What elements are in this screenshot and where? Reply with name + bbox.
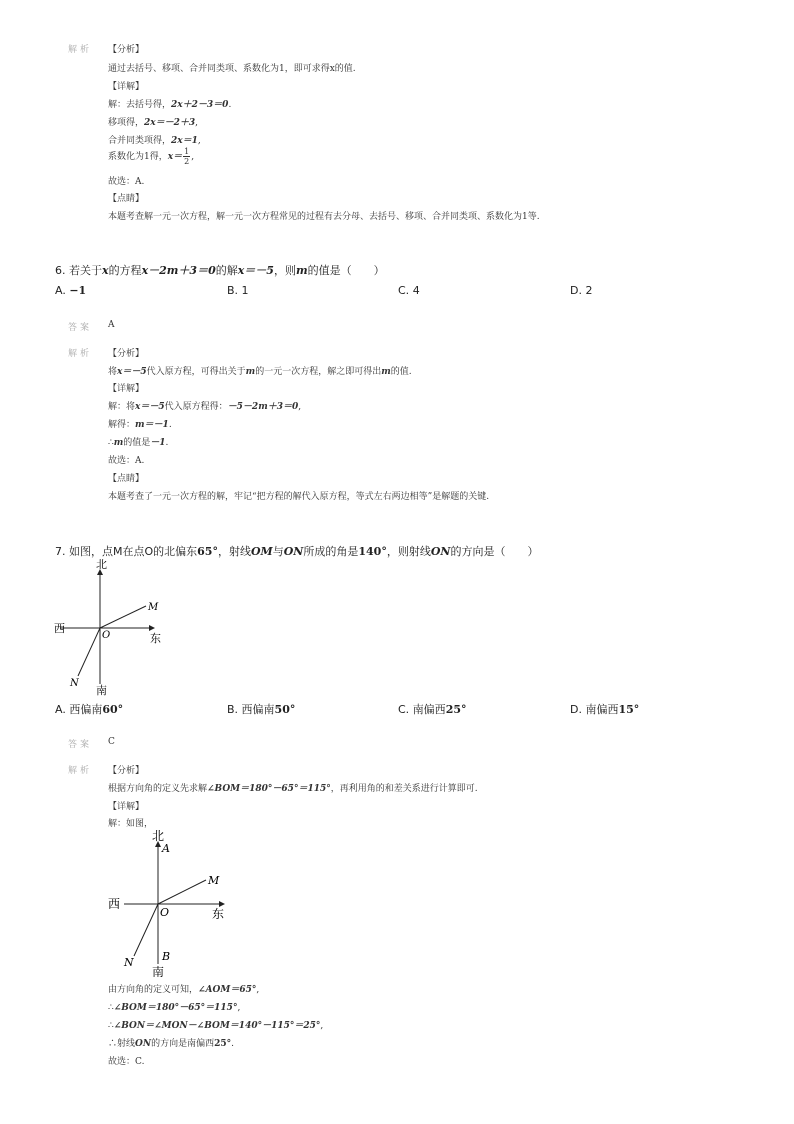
ray-on <box>78 628 100 676</box>
solution-step: 系数化为1得，x＝ $\frac{1}{2}$ , <box>108 147 195 166</box>
label-south: 南 <box>96 684 107 697</box>
label-north: 北 <box>96 558 107 571</box>
answer-label: 答案 <box>68 740 93 750</box>
label-east: 东 <box>150 632 161 645</box>
analysis-header: 【分析】 <box>108 766 145 776</box>
solution-step: 合并同类项得，2x＝1, <box>108 136 201 146</box>
question-7-stem: 7. 如图，点M在点O的北偏东65°，射线OM与ON所成的角是140°，则射线ON的方向是（ ） <box>55 545 539 558</box>
analysis-header: 【分析】 <box>108 45 145 55</box>
analysis-text: 根据方向角的定义先求解∠BOM＝180°－65°＝115°，再利用角的和差关系进行计算即可. <box>108 784 478 794</box>
choose-text: 故选：A. <box>108 456 145 466</box>
solution-step: ∴∠BON＝∠MON－∠BOM＝140°－115°＝25°, <box>108 1021 324 1031</box>
option-a[interactable]: A. 西偏南60° <box>55 703 124 716</box>
analysis-text: 通过去括号、移项、合并同类项、系数化为1，即可求得x的值. <box>108 64 356 74</box>
answer-value: C <box>108 737 115 747</box>
direction-figure <box>50 556 180 698</box>
ray-on <box>134 904 158 956</box>
analysis-label: 解析 <box>68 45 93 55</box>
fraction: $\frac{1}{2}$ <box>184 147 190 166</box>
option-b[interactable]: B. 西偏南50° <box>227 703 296 716</box>
label-a: A <box>162 842 170 855</box>
label-west: 西 <box>54 622 65 635</box>
label-o: O <box>160 906 170 919</box>
remark-header: 【点睛】 <box>108 194 145 204</box>
label-east: 东 <box>212 907 225 921</box>
option-a[interactable]: A. −1 <box>55 284 87 297</box>
analysis-text: 将x＝－5代入原方程，可得出关于m的一元一次方程，解之即可得出m的值. <box>108 367 412 377</box>
option-d[interactable]: D. 2 <box>570 284 593 297</box>
solution-step: 解：去括号得，2x＋2－3＝0. <box>108 100 232 110</box>
remark-text: 本题考查解一元一次方程，解一元一次方程常见的过程有去分母、去括号、移项、合并同类项、系数化为1等. <box>108 212 540 222</box>
label-b: B <box>162 950 171 963</box>
solution-step: 解得：m＝－1. <box>108 420 172 430</box>
label-north: 北 <box>152 829 165 843</box>
solution-step: 由方向角的定义可知，∠AOM＝65°, <box>108 985 260 995</box>
option-c[interactable]: C. 南偏西25° <box>398 703 467 716</box>
solution-step: ∴射线ON的方向是南偏西25°. <box>108 1039 235 1049</box>
label-n: N <box>124 956 134 969</box>
ray-om <box>100 606 146 628</box>
label-m: M <box>148 602 159 613</box>
direction-figure-solution <box>104 826 234 978</box>
option-d[interactable]: D. 南偏西15° <box>570 703 640 716</box>
choose-text: 故选：A. <box>108 177 145 187</box>
detail-header: 【详解】 <box>108 802 145 812</box>
remark-header: 【点睛】 <box>108 474 145 484</box>
answer-label: 答案 <box>68 323 93 333</box>
option-b[interactable]: B. 1 <box>227 284 249 297</box>
label-o: O <box>102 630 111 641</box>
solution-step: 解：如图， <box>108 819 154 829</box>
label-south: 南 <box>152 965 165 978</box>
analysis-header: 【分析】 <box>108 349 145 359</box>
ray-om <box>158 880 206 904</box>
label-m: M <box>208 874 220 887</box>
solution-step: 解：将x＝－5代入原方程得：－5－2m＋3＝0, <box>108 402 302 412</box>
solution-step: ∴m的值是－1. <box>108 438 169 448</box>
analysis-label: 解析 <box>68 766 93 776</box>
remark-text: 本题考查了一元一次方程的解，牢记“把方程的解代入原方程，等式左右两边相等”是解题的关键. <box>108 492 490 502</box>
option-c[interactable]: C. 4 <box>398 284 420 297</box>
answer-value: A <box>108 320 115 330</box>
choose-text: 故选：C. <box>108 1057 145 1067</box>
label-n: N <box>70 678 79 689</box>
detail-header: 【详解】 <box>108 384 145 394</box>
solution-step: 移项得，2x＝－2＋3, <box>108 118 199 128</box>
solution-step: ∴∠BOM＝180°－65°＝115°, <box>108 1003 241 1013</box>
analysis-label: 解析 <box>68 349 93 359</box>
question-6-stem: 6. 若关于x的方程x－2m＋3＝0的解x＝－5，则m的值是（ ） <box>55 264 385 277</box>
label-west: 西 <box>108 897 121 911</box>
detail-header: 【详解】 <box>108 82 145 92</box>
